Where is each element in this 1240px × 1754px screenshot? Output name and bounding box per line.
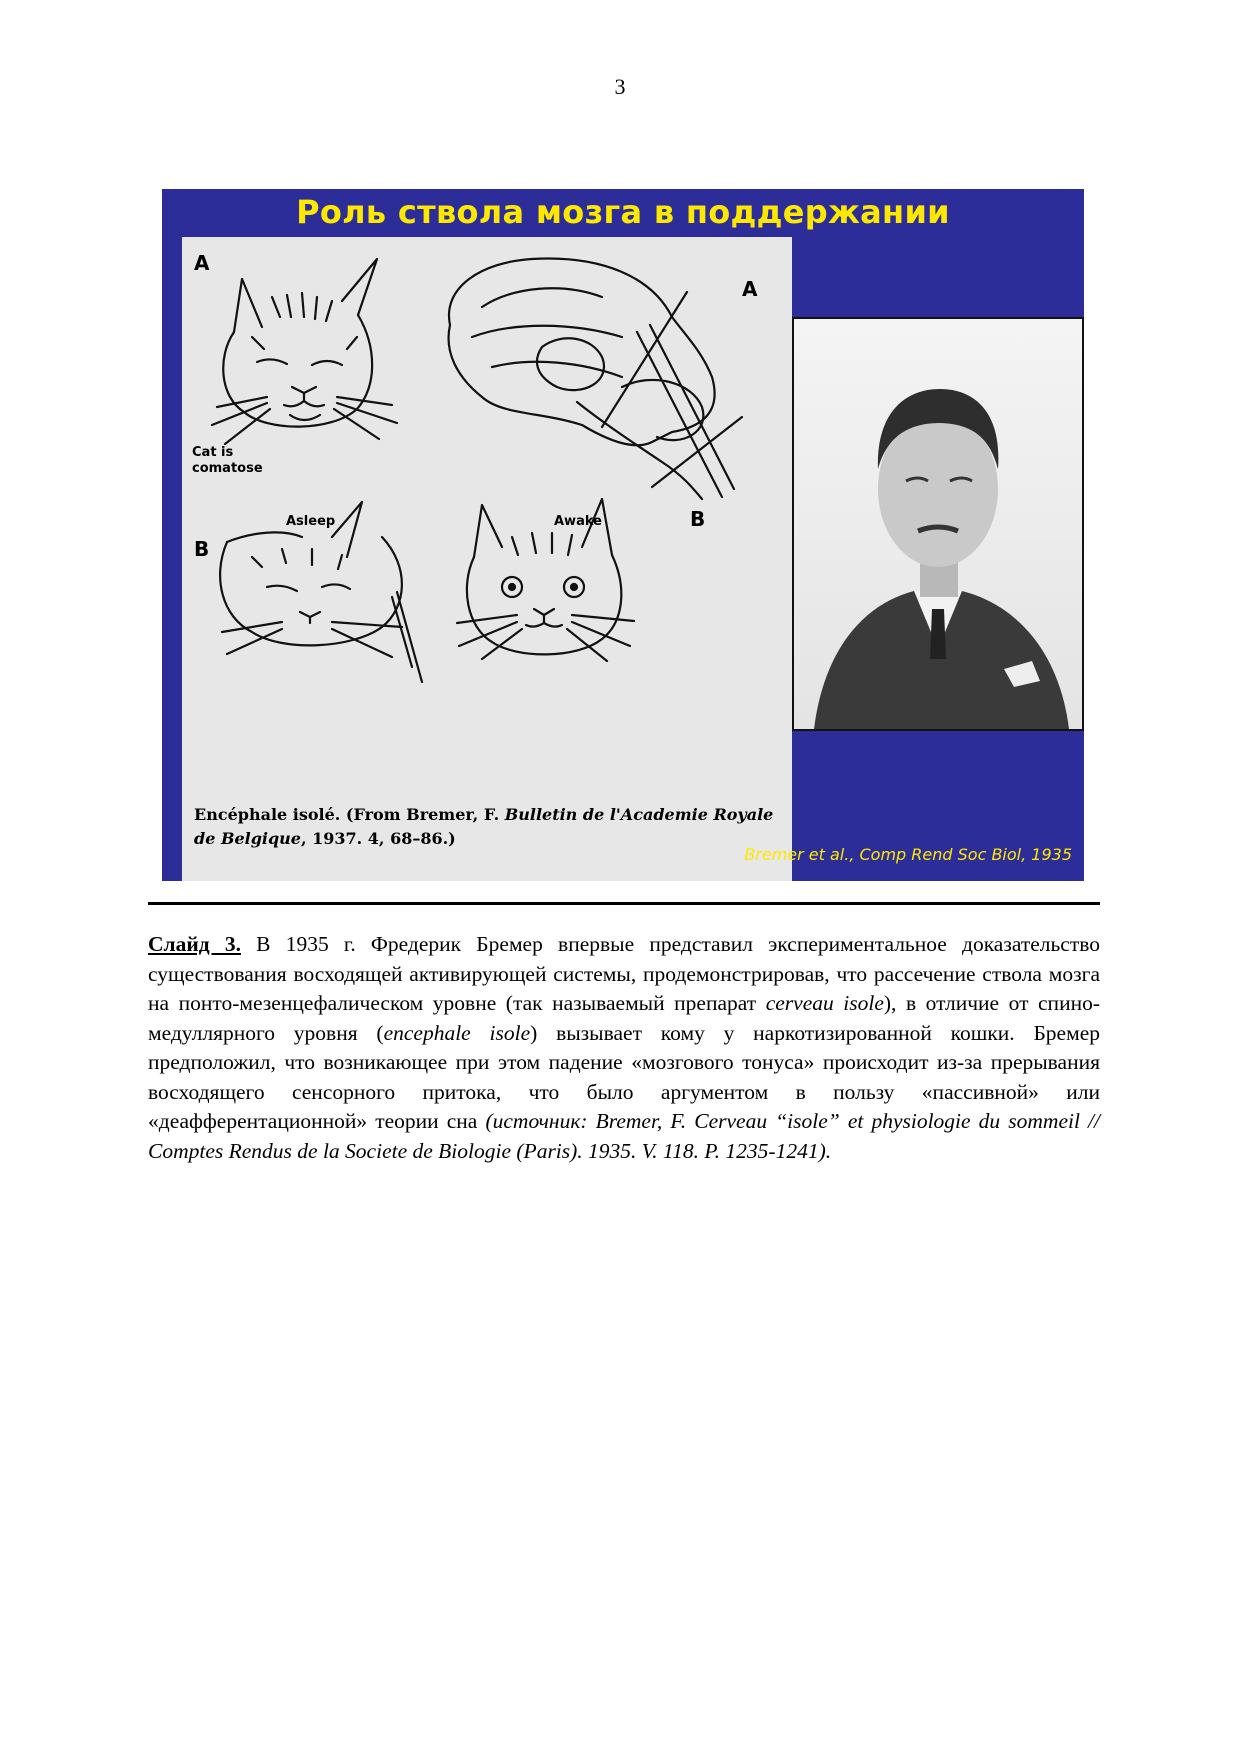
term-encephale-isole: encephale isole — [383, 1020, 531, 1045]
caption-part3: , 1937. 4, 68–86.) — [300, 829, 456, 848]
slide-title: Роль ствола мозга в поддержании — [296, 193, 950, 231]
divider-line — [148, 902, 1100, 905]
brain-section-drawing — [449, 259, 742, 499]
label-b-diagram: B — [690, 507, 706, 531]
cat-comatose-drawing — [212, 259, 397, 444]
label-a-diagram: A — [742, 277, 758, 301]
figure-panel — [182, 237, 792, 881]
caption-journal: Bulletin de l'Academie Royale de Belgique — [194, 805, 774, 848]
comatose-line2: comatose — [192, 461, 263, 476]
text-part2: ), в отличие от спино-медуллярного уровня ( — [148, 991, 1100, 1045]
portrait-image — [794, 319, 1082, 729]
cat-awake-drawing — [457, 499, 634, 661]
cat-asleep-drawing — [220, 502, 422, 682]
source-citation: (источник: Bremer, F. Cerveau “isole” et physiologie du sommeil // Comptes Rendus de la Societe de Biologie (Paris). 1935. V. 118. P. 1235-1241). — [148, 1109, 1101, 1163]
text-part1: В 1935 г. Фредерик Бремер впервые представил экспериментальное доказательство существования восходящей активирующей системы, продемонстрировав, что рассечение ствола мозга на понто-мезенцефалическом уровне (так называемый препарат — [148, 932, 1100, 1015]
body-paragraph — [148, 930, 1100, 1166]
caption-part1: Encéphale isolé. (From Bremer, F. — [194, 805, 505, 824]
label-b-left: B — [194, 537, 210, 561]
portrait-photo — [792, 317, 1084, 731]
figure-caption — [194, 803, 784, 851]
comatose-line1: Cat is — [192, 445, 234, 460]
awake-label: Awake — [554, 514, 602, 529]
slide-credit: Bremer et al., Comp Rend Soc Biol, 1935 — [744, 845, 1072, 864]
page-number: 3 — [614, 74, 626, 99]
label-a-top: A — [194, 251, 210, 275]
asleep-label: Asleep — [286, 514, 336, 529]
text-part3: ) вызывает кому у наркотизированной кошки. Бремер предположил, что возникающее при этом падение «мозгового тонуса» происходит из-за прерывания восходящего сенсорного притока, что было аргументом в пользу «пассивной» или «деафферентационной» теории сна — [148, 1020, 1100, 1133]
term-cerveau-isole: cerveau isole — [765, 991, 884, 1015]
slide-reference: Слайд 3. — [148, 932, 241, 956]
cat-drawings — [182, 237, 792, 881]
slide-image — [162, 189, 1084, 881]
